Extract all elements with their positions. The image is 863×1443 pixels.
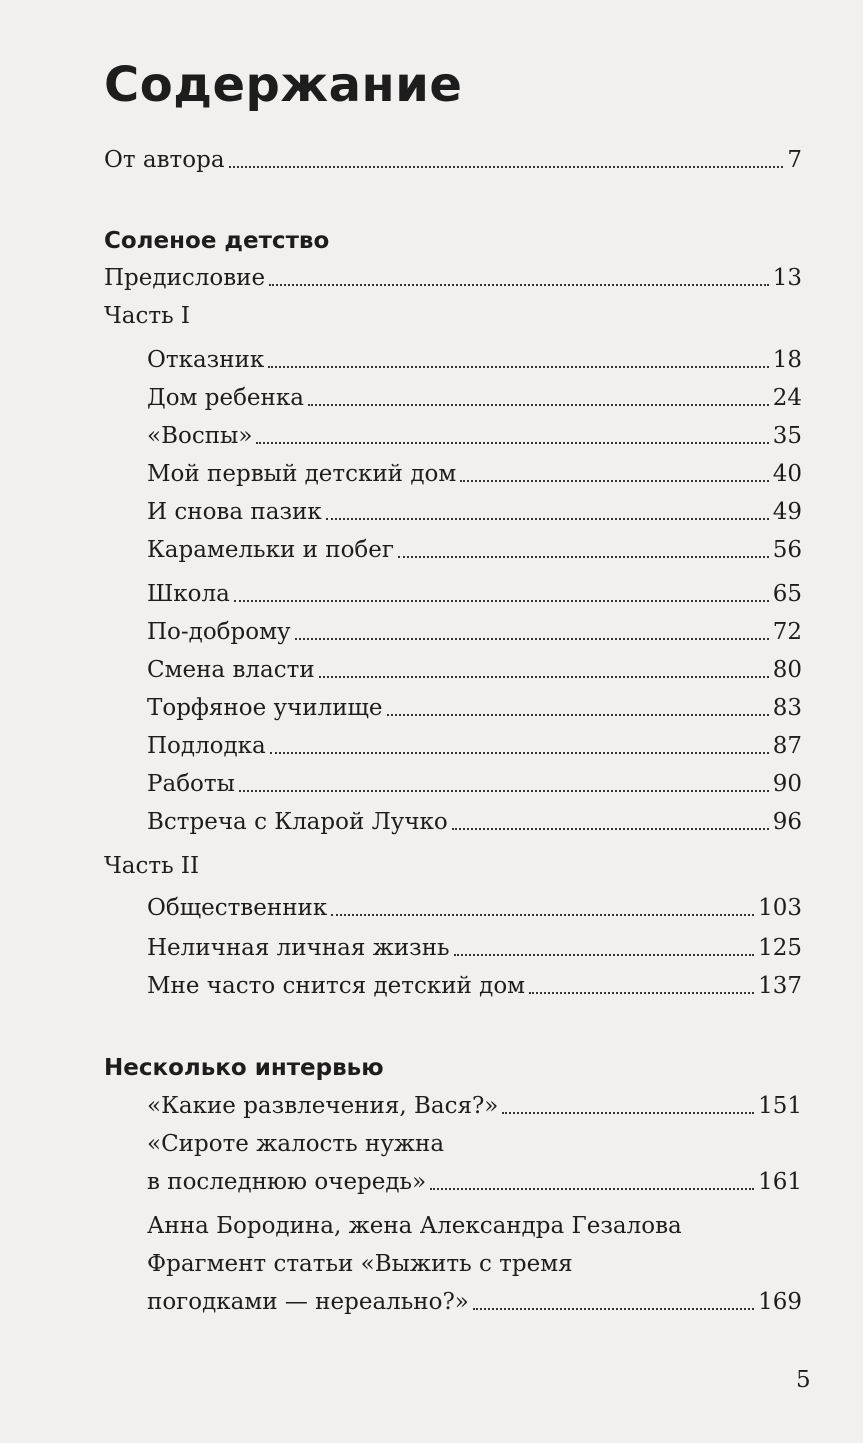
dot-leader	[319, 652, 769, 678]
entry-page: 13	[772, 265, 802, 291]
dot-leader	[430, 1164, 754, 1190]
dot-leader	[454, 930, 755, 956]
entry-page: 169	[758, 1289, 802, 1315]
entry-page: 72	[772, 619, 802, 645]
dot-leader	[256, 418, 768, 444]
toc-entry[interactable]	[147, 968, 802, 1004]
entry-page: 49	[772, 499, 802, 525]
toc-entry-preface[interactable]	[104, 142, 802, 178]
toc-entry[interactable]	[147, 614, 802, 650]
toc-entry[interactable]	[147, 494, 802, 530]
dot-leader	[452, 804, 769, 830]
entry-title-line: Фрагмент статьи «Выжить с тремя	[147, 1251, 573, 1277]
dot-leader	[326, 494, 769, 520]
dot-leader	[269, 260, 769, 286]
dot-leader	[529, 968, 754, 994]
toc-entry[interactable]	[147, 804, 802, 840]
dot-leader	[331, 890, 754, 916]
entry-label: Предисловие	[104, 265, 266, 291]
dot-leader	[460, 456, 768, 482]
entry-page: 151	[758, 1093, 802, 1119]
entry-label: Школа	[147, 581, 230, 607]
toc-entry-foreword[interactable]	[104, 260, 802, 296]
toc-entry[interactable]	[147, 418, 802, 454]
dot-leader	[295, 614, 769, 640]
toc-entry[interactable]	[147, 890, 802, 926]
entry-label: От автора	[104, 147, 225, 173]
entry-page: 7	[787, 147, 802, 173]
dot-leader	[398, 532, 769, 558]
toc-entry[interactable]	[147, 1284, 802, 1320]
entry-label: Общественник	[147, 895, 328, 921]
page-title: Содержание	[104, 57, 463, 113]
toc-entry[interactable]	[147, 930, 802, 966]
entry-label: По-доброму	[147, 619, 291, 645]
dot-leader	[268, 342, 768, 368]
dot-leader	[239, 766, 769, 792]
entry-label: Карамельки и побег	[147, 537, 394, 563]
entry-label: Смена власти	[147, 657, 315, 683]
dot-leader	[387, 690, 769, 716]
entry-label: И снова пазик	[147, 499, 322, 525]
entry-label: Подлодка	[147, 733, 266, 759]
toc-entry[interactable]	[147, 1164, 802, 1200]
toc-entry[interactable]	[147, 576, 802, 612]
dot-leader	[234, 576, 769, 602]
part-heading-1: Часть I	[104, 303, 191, 329]
page-number: 5	[796, 1367, 811, 1393]
entry-page: 96	[772, 809, 802, 835]
section-heading-childhood: Соленое детство	[104, 228, 330, 254]
entry-label: Работы	[147, 771, 235, 797]
toc-entry[interactable]	[147, 728, 802, 764]
part-heading-2: Часть II	[104, 853, 200, 879]
dot-leader	[308, 380, 769, 406]
toc-entry[interactable]	[147, 380, 802, 416]
entry-page: 40	[772, 461, 802, 487]
entry-page: 90	[772, 771, 802, 797]
toc-entry[interactable]	[147, 690, 802, 726]
entry-page: 137	[758, 973, 802, 999]
entry-page: 18	[772, 347, 802, 373]
entry-title-line: Анна Бородина, жена Александра Гезалова	[147, 1213, 682, 1239]
entry-page: 103	[758, 895, 802, 921]
toc-entry[interactable]	[147, 652, 802, 688]
entry-page: 161	[758, 1169, 802, 1195]
entry-page: 125	[758, 935, 802, 961]
entry-label: Торфяное училище	[147, 695, 383, 721]
entry-page: 83	[772, 695, 802, 721]
entry-label: «Какие развлечения, Вася?»	[147, 1093, 499, 1119]
entry-label: Отказник	[147, 347, 265, 373]
dot-leader	[473, 1284, 754, 1310]
toc-entry[interactable]	[147, 1088, 802, 1124]
toc-entry[interactable]	[147, 456, 802, 492]
entry-label: Неличная личная жизнь	[147, 935, 450, 961]
entry-page: 65	[772, 581, 802, 607]
toc-entry[interactable]	[147, 532, 802, 568]
entry-label: в последнюю очередь»	[147, 1169, 427, 1195]
entry-page: 35	[772, 423, 802, 449]
entry-page: 24	[772, 385, 802, 411]
toc-entry[interactable]	[147, 766, 802, 802]
entry-label: «Воспы»	[147, 423, 253, 449]
entry-page: 56	[772, 537, 802, 563]
entry-page: 87	[772, 733, 802, 759]
dot-leader	[502, 1088, 754, 1114]
toc-entry[interactable]	[147, 342, 802, 378]
entry-label: погодками — нереально?»	[147, 1289, 469, 1315]
entry-title-line: «Сироте жалость нужна	[147, 1131, 445, 1157]
section-heading-interviews: Несколько интервью	[104, 1055, 384, 1081]
dot-leader	[270, 728, 769, 754]
entry-label: Мне часто снится детский дом	[147, 973, 526, 999]
entry-label: Дом ребенка	[147, 385, 304, 411]
entry-page: 80	[772, 657, 802, 683]
entry-label: Встреча с Кларой Лучко	[147, 809, 448, 835]
dot-leader	[229, 142, 784, 168]
entry-label: Мой первый детский дом	[147, 461, 457, 487]
